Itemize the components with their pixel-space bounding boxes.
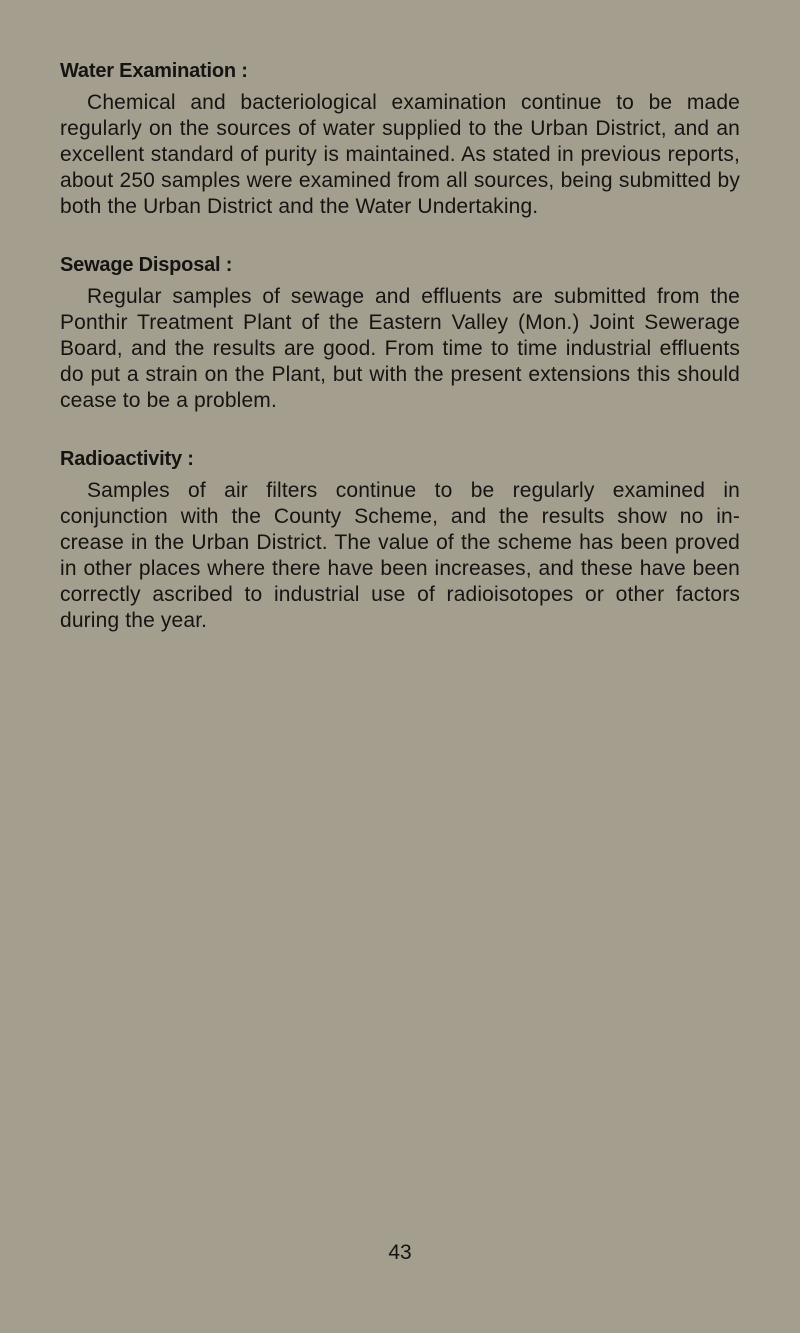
section-heading: Sewage Disposal : [60, 254, 233, 276]
section-heading: Radioactivity : [60, 448, 194, 470]
section-paragraph: Regular samples of sewage and effluents are submitted from the Ponthir Treatment Plant of the Eastern Valley (Mon.) Joint Sewerage Board, and the results are good. From time to time industrial effluents do put a strain on the Plant, but with the present extensions this should cease to be a problem. [60, 285, 740, 412]
page-number: 43 [388, 1241, 412, 1264]
section-heading: Water Examination : [60, 60, 248, 82]
section-paragraph: Chemical and bacteriological examination continue to be made regularly on the sources of water supplied to the Urban District, and an excellent standard of purity is maintained. As stated in previous reports, about 250 samples were examined from all sources, being submitted by both the Urban District and the Water Undertaking. [60, 91, 740, 218]
section-sewage-disposal [60, 252, 740, 414]
section-radioactivity [60, 446, 740, 634]
section-paragraph: Samples of air filters continue to be regularly examined in conjunction with the County Scheme, and the results show no in- crease in the Urban District. The value of the scheme has been proved in other places where there have been increases, and these have been correctly ascribed to industrial use of radioisotopes or other factors during the year. [60, 479, 740, 632]
section-water-examination [60, 58, 740, 220]
